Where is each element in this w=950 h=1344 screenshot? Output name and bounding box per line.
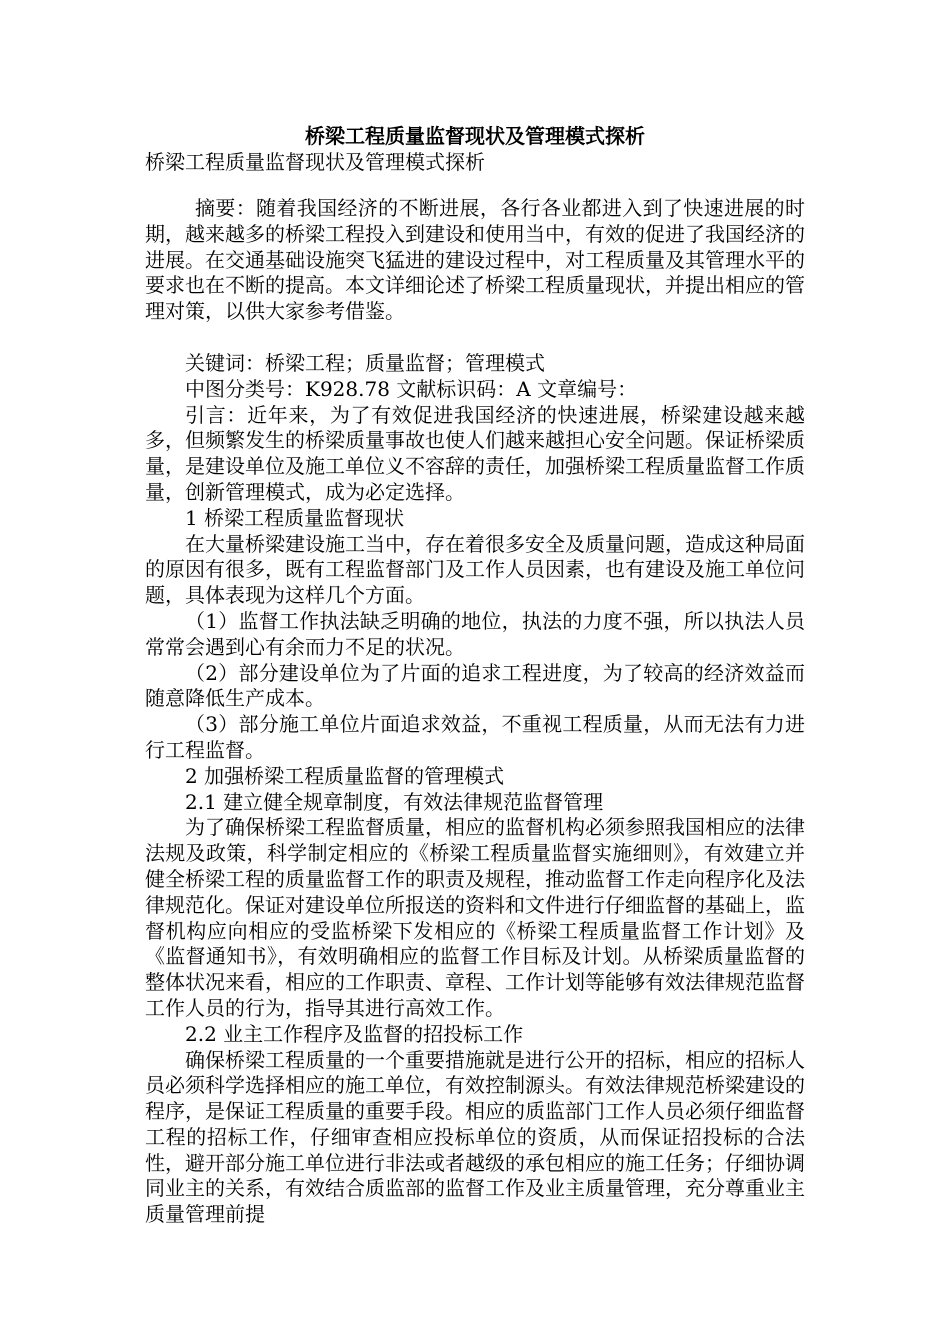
subsection-2-1-paragraph: 为了确保桥梁工程监督质量，相应的监督机构必须参照我国相应的法律法规及政策，科学制定相应的《桥梁工程质量监督实施细则》，有效建立并健全桥梁工程的质量监督工作的职责及规程，推动监督工作走向程序化及法律规范化。保证对建设单位所报送的资料和文件进行仔细监督的基础上，监督机构应向相应的受监桥梁下发相应的《桥梁工程质量监督工作计划》及《监督通知书》，有效明确相应的监督工作目标及计划。从桥梁质量监督的整体状况来看，相应的工作职责、章程、工作计划等能够有效法律规范监督工作人员的行为，指导其进行高效工作。 xyxy=(145,815,805,1020)
document-title: 桥梁工程质量监督现状及管理模式探析 xyxy=(305,124,645,148)
subsection-heading-2-2: 2.2 业主工作程序及监督的招投标工作 xyxy=(185,1021,524,1046)
document-subtitle: 桥梁工程质量监督现状及管理模式探析 xyxy=(145,150,485,174)
list-item-3: （3）部分施工单位片面追求效益，不重视工程质量，从而无法有力进行工程监督。 xyxy=(145,712,805,762)
list-item-1: （1）监督工作执法缺乏明确的地位，执法的力度不强，所以执法人员常常会遇到心有余而力不足的状况。 xyxy=(145,608,805,659)
document-body xyxy=(145,196,805,1228)
subsection-2-2-paragraph: 确保桥梁工程质量的一个重要措施就是进行公开的招标，相应的招标人员必须科学选择相应的施工单位，有效控制源头。有效法律规范桥梁建设的程序，是保证工程质量的重要手段。相应的质监部门工作人员必须仔细监督工程的招标工作，仔细审查相应投标单位的资质，从而保证招投标的合法性，避开部分施工单位进行非法或者越级的承包相应的施工任务；仔细协调同业主的关系，有效结合质监部的监督工作及业主质量管理，充分尊重业主质量管理前提 xyxy=(145,1047,805,1227)
classification-line: 中图分类号：K928.78 文献标识码：A 文章编号： xyxy=(185,376,638,401)
section-1-paragraph: 在大量桥梁建设施工当中，存在着很多安全及质量问题，造成这种局面的原因有很多，既有工程监督部门及工作人员因素，也有建设及施工单位问题，具体表现为这样几个方面。 xyxy=(145,531,805,608)
intro-paragraph: 引言：近年来，为了有效促进我国经济的快速进展，桥梁建设越来越多，但频繁发生的桥梁质量事故也使人们越来越担心安全问题。保证桥梁质量，是建设单位及施工单位义不容辞的责任，加强桥梁工程质量监督工作质量，创新管理模式，成为必定选择。 xyxy=(145,402,805,504)
keywords-line: 关键词：桥梁工程；质量监督；管理模式 xyxy=(185,350,545,375)
section-heading-2: 2 加强桥梁工程质量监督的管理模式 xyxy=(185,763,505,788)
section-heading-1: 1 桥梁工程质量监督现状 xyxy=(185,505,405,530)
list-item-2: （2）部分建设单位为了片面的追求工程进度，为了较高的经济效益而随意降低生产成本。 xyxy=(145,660,805,711)
paragraph-gap xyxy=(145,325,805,351)
abstract-paragraph: 摘要：随着我国经济的不断进展，各行各业都进入到了快速进展的时期，越来越多的桥梁工程投入到建设和使用当中，有效的促进了我国经济的进展。在交通基础设施突飞猛进的建设过程中，对工程质量及其管理水平的要求也在不断的提高。本文详细论述了桥梁工程质量现状，并提出相应的管理对策，以供大家参考借鉴。 xyxy=(145,196,805,324)
subsection-heading-2-1: 2.1 建立健全规章制度，有效法律规范监督管理 xyxy=(185,789,604,814)
